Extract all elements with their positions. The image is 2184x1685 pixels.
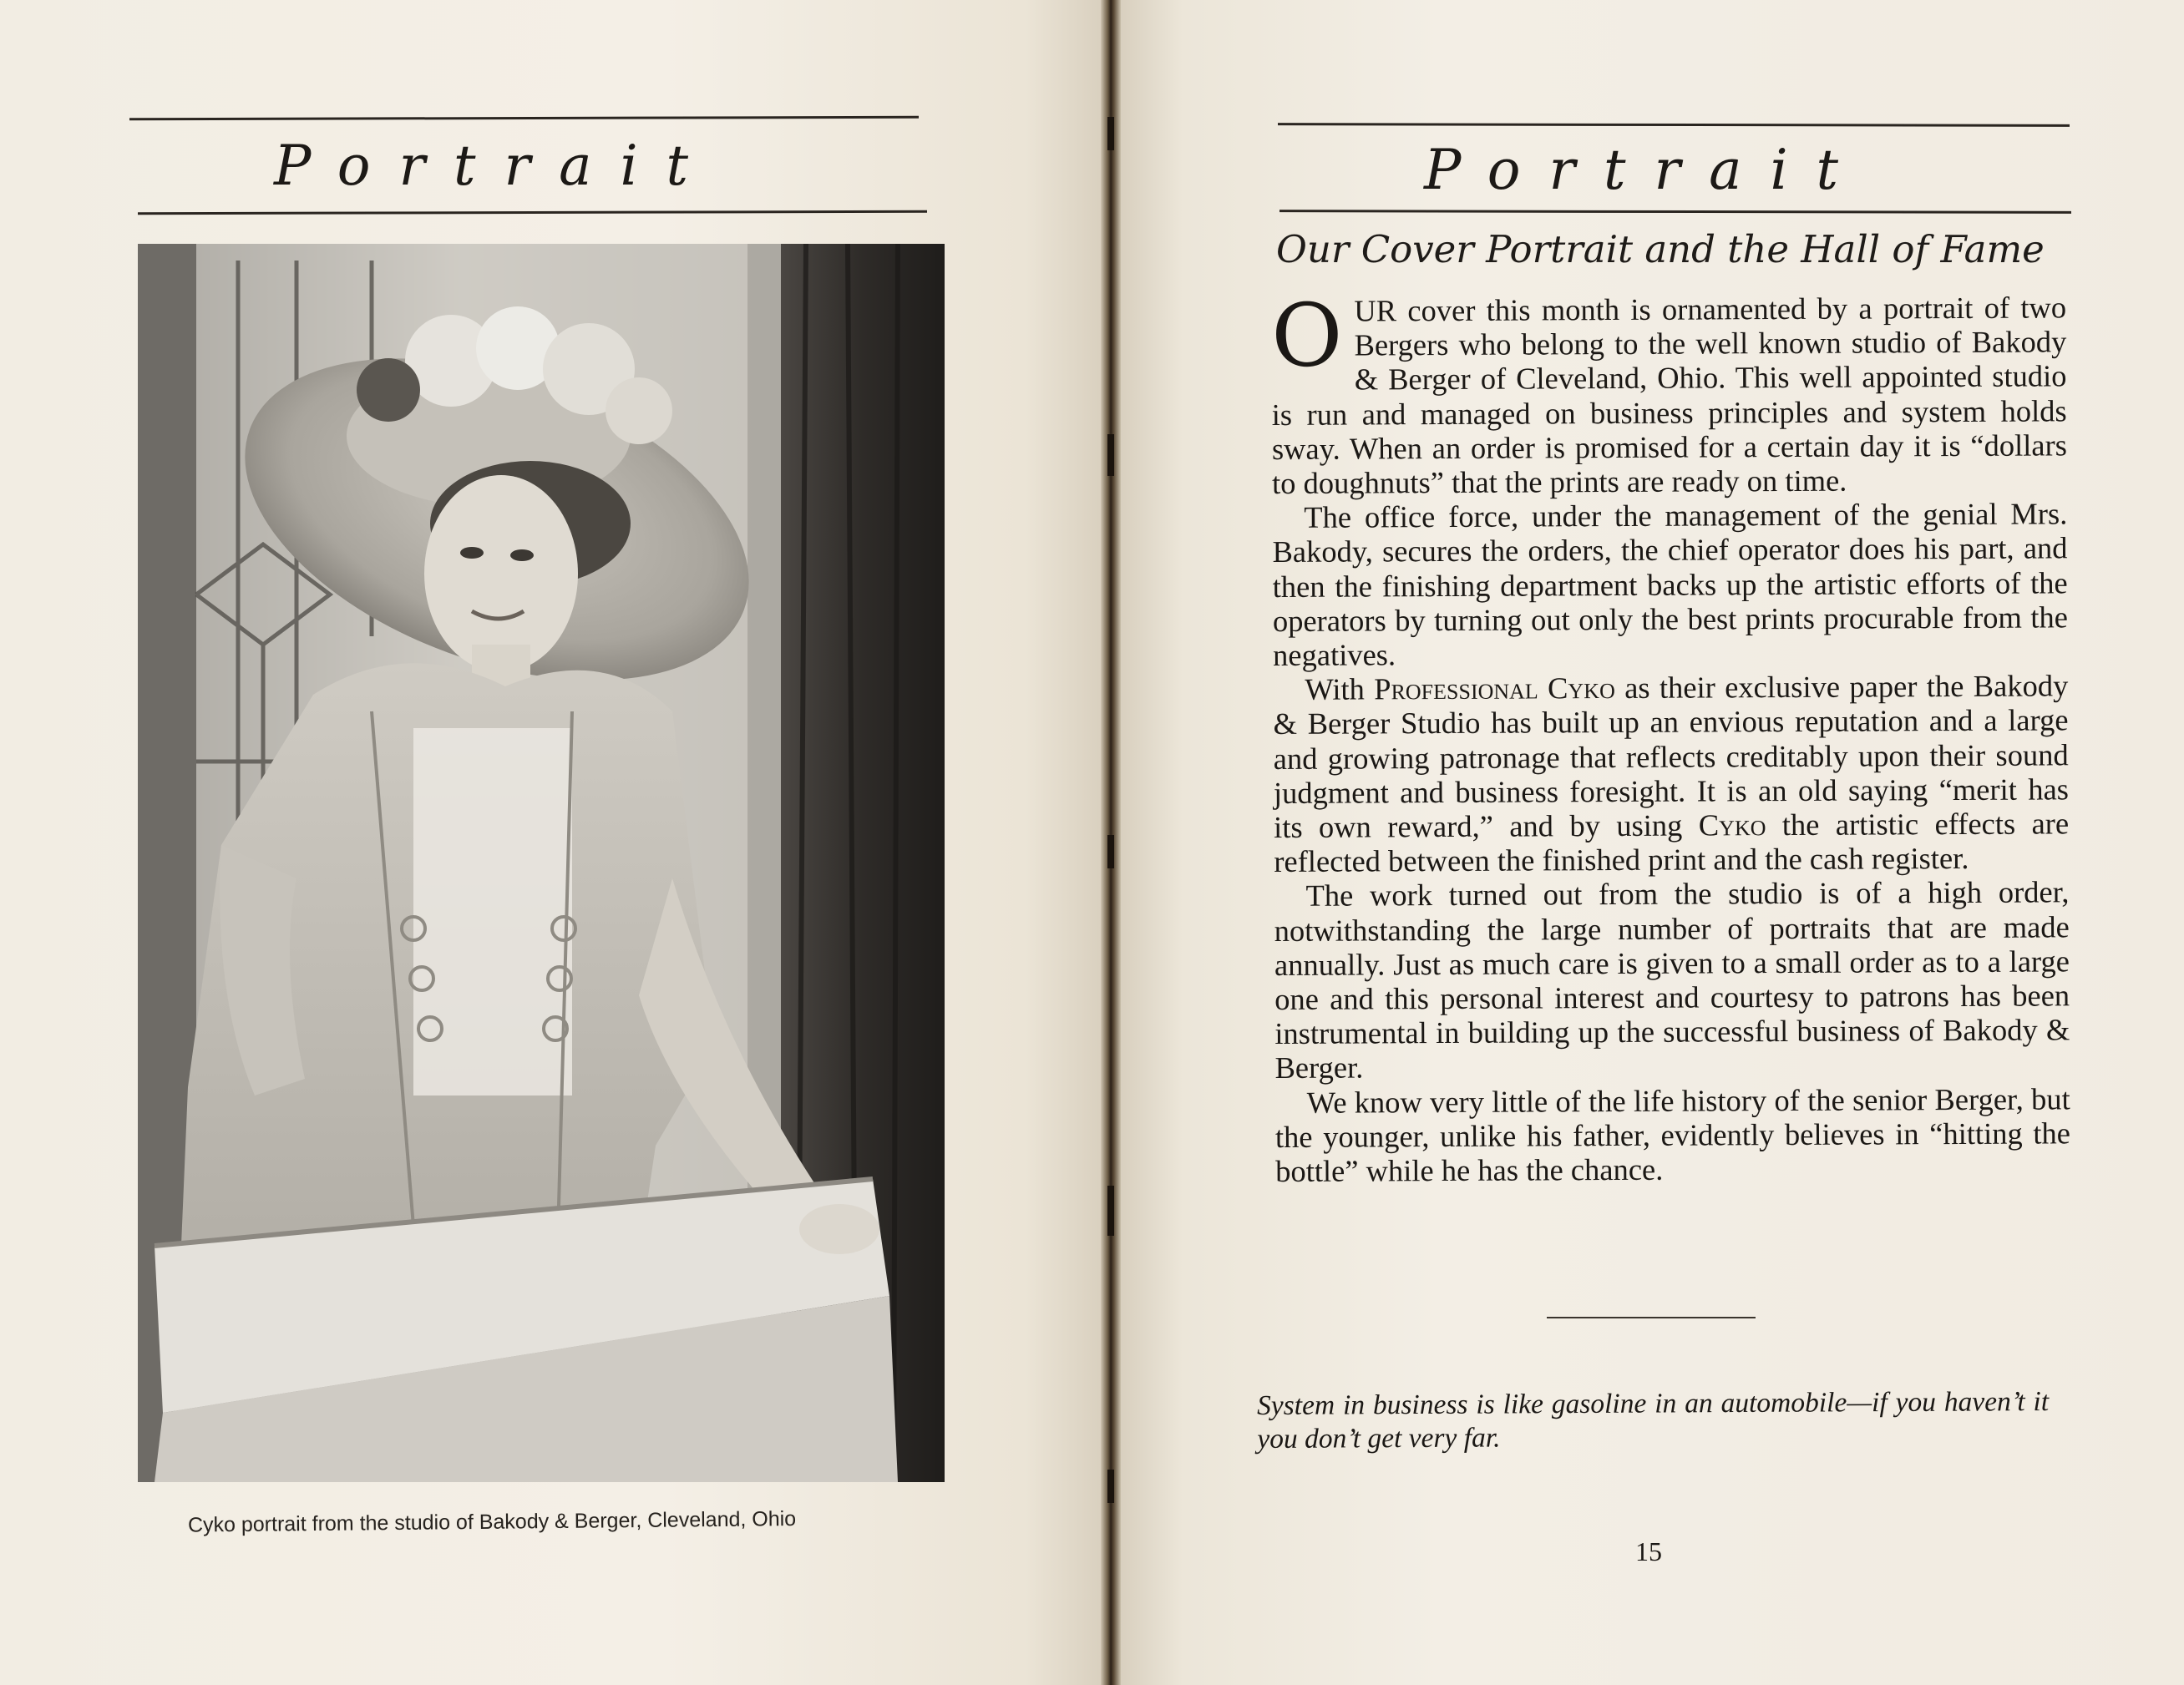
paragraph-text: With bbox=[1305, 671, 1375, 707]
portrait-photo bbox=[138, 244, 945, 1482]
article-paragraph: The office force, under the management of the genial Mrs. Bakody, secures the orders, the chief operator does his part, and then the finishing department backs up the artistic efforts of the operators by turning out only the best prints procurable from the negatives. bbox=[1272, 496, 2069, 673]
brand-name: Cyko bbox=[1698, 807, 1766, 842]
page-number: 15 bbox=[1635, 1536, 1662, 1566]
binding-thread bbox=[1107, 1470, 1114, 1503]
photo-caption: Cyko portrait from the studio of Bakody & Berger, Cleveland, Ohio bbox=[187, 1506, 797, 1537]
binding-thread bbox=[1107, 434, 1114, 476]
binding-thread bbox=[1107, 117, 1114, 150]
article-paragraph: The work turned out from the studio is of a high order, notwithstanding the large number of portraits that are made annually. Just as much care is given to a small order as to a large one and this personal interest and courtesy to patrons has been instrumental in building up the successful business of Bakody & Berger. bbox=[1274, 874, 2070, 1085]
closing-quote: System in business is like gasoline in an automobile—if you haven’t it you don’t get very far. bbox=[1257, 1386, 2050, 1455]
article-paragraph bbox=[1273, 669, 2069, 879]
article-paragraph bbox=[1270, 284, 2067, 501]
left-running-header: Portrait bbox=[274, 134, 717, 198]
binding-thread bbox=[1107, 835, 1114, 868]
section-divider bbox=[1547, 1317, 1756, 1318]
paragraph-text: as their exclusive paper the Bakody & Berger Studio has built up an envious reputation and a large and growing patronage that reflects creditably upon their sound judgment and business foresight. It is an old saying “merit has its own reward,” and by using bbox=[1273, 668, 2070, 845]
drop-cap: O bbox=[1270, 284, 1343, 387]
right-running-header: Portrait bbox=[1424, 138, 1867, 202]
article-paragraph: We know very little of the life history of the senior Berger, but the younger, unlike his father, evidently believes in “hitting the bottle” while he has the chance. bbox=[1274, 1081, 2071, 1189]
article-body bbox=[1270, 284, 2071, 1189]
paragraph-text: the artistic effects are reflected between the finished print and the cash register. bbox=[1274, 806, 2070, 879]
article-title: Our Cover Portrait and the Hall of Fame bbox=[1276, 227, 2045, 271]
brand-name: Professional Cyko bbox=[1374, 670, 1615, 706]
paragraph-text: UR cover this month is ornamented by a portrait of two Bergers who belong to the well known studio of Bakody & Berger of Cleveland, Ohio. This well appointed studio is run and managed on business principles and system holds sway. When an order is promised for a certain day it is “dollars to doughnuts” that the prints are ready on time. bbox=[1271, 290, 2067, 501]
binding-thread bbox=[1107, 1186, 1114, 1236]
